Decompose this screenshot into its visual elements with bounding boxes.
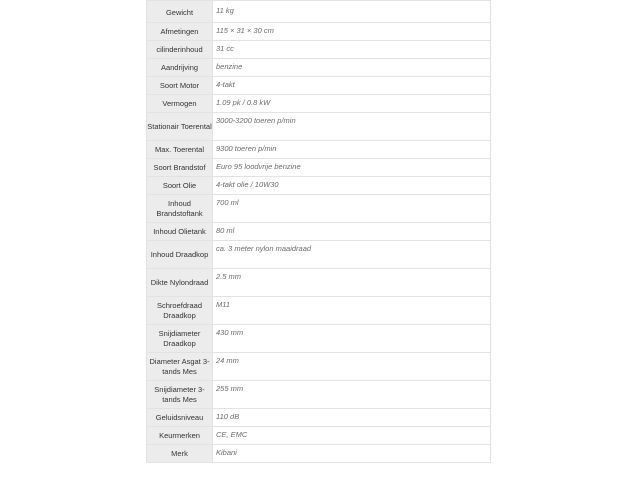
spec-value: 1.09 pk / 0.8 kW xyxy=(213,95,491,113)
spec-value: 9300 toeren p/min xyxy=(213,141,491,159)
spec-value: 700 ml xyxy=(213,195,491,223)
spec-label: Schroefdraad Draadkop xyxy=(147,297,213,325)
spec-value: benzine xyxy=(213,59,491,77)
table-row xyxy=(147,381,491,409)
spec-value: 4-takt olie / 10W30 xyxy=(213,177,491,195)
spec-label: Stationair Toerental xyxy=(147,113,213,141)
table-row xyxy=(147,141,491,159)
table-row xyxy=(147,325,491,353)
table-row xyxy=(147,95,491,113)
table-row xyxy=(147,241,491,269)
table-row xyxy=(147,353,491,381)
spec-label: Aandrijving xyxy=(147,59,213,77)
spec-label: Geluidsniveau xyxy=(147,409,213,427)
table-row xyxy=(147,1,491,23)
spec-table xyxy=(146,0,491,463)
table-row xyxy=(147,223,491,241)
table-row xyxy=(147,427,491,445)
spec-label: Dikte Nylondraad xyxy=(147,269,213,297)
spec-label: Inhoud Olietank xyxy=(147,223,213,241)
spec-value: Euro 95 loodvrije benzine xyxy=(213,159,491,177)
spec-label: Vermogen xyxy=(147,95,213,113)
spec-value: 255 mm xyxy=(213,381,491,409)
spec-label: Keurmerken xyxy=(147,427,213,445)
spec-label: Inhoud Brandstoftank xyxy=(147,195,213,223)
spec-label: Snijdiameter Draadkop xyxy=(147,325,213,353)
spec-label: Soort Brandstof xyxy=(147,159,213,177)
spec-value: 24 mm xyxy=(213,353,491,381)
spec-value: 11 kg xyxy=(213,1,491,23)
spec-label: Merk xyxy=(147,445,213,463)
table-row xyxy=(147,41,491,59)
table-row xyxy=(147,159,491,177)
spec-value: M11 xyxy=(213,297,491,325)
spec-label: Afmetingen xyxy=(147,23,213,41)
spec-value: 80 ml xyxy=(213,223,491,241)
table-row xyxy=(147,297,491,325)
spec-value: 31 cc xyxy=(213,41,491,59)
spec-value: 4-takt xyxy=(213,77,491,95)
spec-value: 2.5 mm xyxy=(213,269,491,297)
spec-value: Kibani xyxy=(213,445,491,463)
spec-value: CE, EMC xyxy=(213,427,491,445)
spec-value: 115 × 31 × 30 cm xyxy=(213,23,491,41)
table-row xyxy=(147,113,491,141)
spec-table-container xyxy=(146,0,491,480)
spec-value: ca. 3 meter nylon maaidraad xyxy=(213,241,491,269)
table-row xyxy=(147,445,491,463)
spec-label: Inhoud Draadkop xyxy=(147,241,213,269)
table-row xyxy=(147,269,491,297)
spec-label: cilinderinhoud xyxy=(147,41,213,59)
spec-label: Soort Olie xyxy=(147,177,213,195)
spec-label: Max. Toerental xyxy=(147,141,213,159)
spec-value: 110 dB xyxy=(213,409,491,427)
spec-label: Soort Motor xyxy=(147,77,213,95)
table-row xyxy=(147,59,491,77)
spec-label: Diameter Asgat 3-tands Mes xyxy=(147,353,213,381)
spec-value: 430 mm xyxy=(213,325,491,353)
spec-value: 3000-3200 toeren p/min xyxy=(213,113,491,141)
table-row xyxy=(147,409,491,427)
table-row xyxy=(147,23,491,41)
spec-label: Snijdiameter 3-tands Mes xyxy=(147,381,213,409)
table-row xyxy=(147,195,491,223)
table-row xyxy=(147,177,491,195)
spec-label: Gewicht xyxy=(147,1,213,23)
table-row xyxy=(147,77,491,95)
